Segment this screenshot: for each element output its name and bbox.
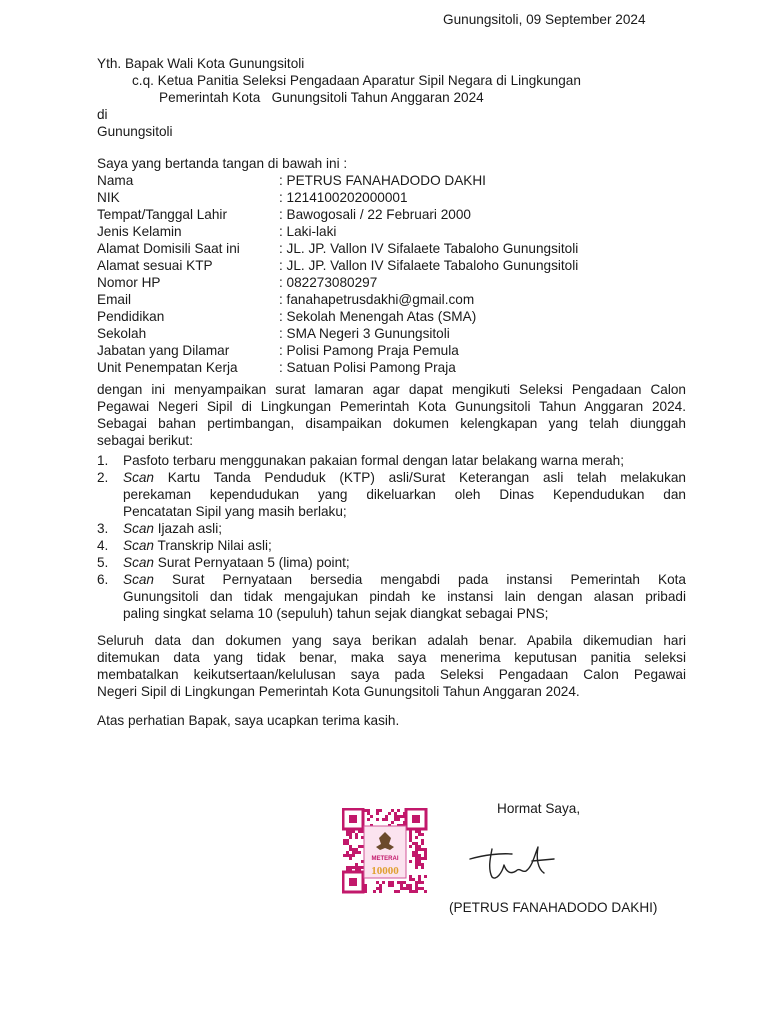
field-label: Tempat/Tanggal Lahir (97, 207, 227, 222)
field-label: Jenis Kelamin (97, 224, 182, 239)
list-item-continuation: paling singkat selama 10 (sepuluh) tahun sejak diangkat sebagai PNS; (123, 606, 549, 621)
field-value: : JL. JP. Vallon IV Sifalaete Tabaloho Gunungsitoli (279, 258, 579, 273)
list-item (123, 572, 686, 587)
field-label: Alamat Domisili Saat ini (97, 241, 240, 256)
stamp-amount: 10000 (371, 865, 399, 877)
field-value: : Satuan Polisi Pamong Praja (279, 360, 456, 375)
field-label: Pendidikan (97, 309, 165, 324)
list-item-continuation: Pencatatan Sipil yang masih berlaku; (123, 504, 347, 519)
field-label: NIK (97, 190, 120, 205)
list-item-continuation: Gunungsitoli dan tidak mengajukan pindah ke instansi lain dengan alasan pribadi (123, 589, 686, 604)
scan-label: Scan (123, 538, 154, 553)
list-number: 5. (97, 555, 109, 570)
paragraph-line: ditemukan data yang tidak benar, maka saya menerima keputusan panitia seleksi (97, 650, 686, 665)
list-item (123, 470, 686, 485)
list-number: 1. (97, 453, 109, 468)
recipient-line-2: c.q. Ketua Panitia Seleksi Pengadaan Aparatur Sipil Negara di Lingkungan (132, 73, 581, 88)
list-item-text: Transkrip Nilai asli; (153, 538, 272, 553)
paragraph-line: Seluruh data dan dokumen yang saya berikan adalah benar. Apabila dikemudian hari (97, 633, 686, 648)
recipient-line-4: di (97, 107, 108, 122)
list-number: 6. (97, 572, 109, 587)
signature (462, 835, 562, 885)
list-item-text: Surat Pernyataan 5 (lima) point; (153, 555, 350, 570)
closing-text: Atas perhatian Bapak, saya ucapkan terima kasih. (97, 713, 400, 728)
paragraph-line: sebagai berikut: (97, 433, 193, 448)
field-label: Nomor HP (97, 275, 161, 290)
qr-code-icon (342, 808, 428, 894)
field-label: Unit Penempatan Kerja (97, 360, 238, 375)
field-label: Jabatan yang Dilamar (97, 343, 230, 358)
field-value: : Sekolah Menengah Atas (SMA) (279, 309, 477, 324)
signer-name: (PETRUS FANAHADODO DAKHI) (449, 900, 658, 915)
paragraph-line: membatalkan keikutsertaan/kelulusan saya pada Seleksi Pengadaan Calon Pegawai (97, 667, 686, 682)
list-item-text: Kartu Tanda Penduduk (KTP) asli/Surat Keterangan asli telah melakukan (153, 470, 686, 485)
field-value: : fanahapetrusdakhi@gmail.com (279, 292, 475, 307)
field-value: : SMA Negeri 3 Gunungsitoli (279, 326, 450, 341)
field-value: : JL. JP. Vallon IV Sifalaete Tabaloho Gunungsitoli (279, 241, 579, 256)
field-label: Nama (97, 173, 134, 188)
field-label: Email (97, 292, 131, 307)
list-item-text: Surat Pernyataan bersedia mengabdi pada instansi Pemerintah Kota (153, 572, 686, 587)
date-place: Gunungsitoli, 09 September 2024 (443, 12, 646, 27)
list-item: Pasfoto terbaru menggunakan pakaian formal dengan latar belakang warna merah; (123, 453, 625, 468)
field-label: Sekolah (97, 326, 147, 341)
stamp-label: METERAI (371, 856, 399, 862)
scan-label: Scan (123, 555, 154, 570)
field-value: : Laki-laki (279, 224, 337, 239)
list-item (123, 521, 222, 536)
intro-text: Saya yang bertanda tangan di bawah ini : (97, 156, 348, 171)
recipient-line-3: Pemerintah Kota Gunungsitoli Tahun Anggaran 2024 (159, 90, 484, 105)
list-item-text: Ijazah asli; (153, 521, 222, 536)
field-value: : 082273080297 (279, 275, 378, 290)
paragraph-line: Pegawai Negeri Sipil di Lingkungan Pemerintah Kota Gunungsitoli Tahun Anggaran 2024. (97, 399, 686, 414)
paragraph-line: Negeri Sipil di Lingkungan Pemerintah Kota Gunungsitoli Tahun Anggaran 2024. (97, 684, 580, 699)
list-number: 2. (97, 470, 109, 485)
scan-label: Scan (123, 572, 154, 587)
field-value: : PETRUS FANAHADODO DAKHI (279, 173, 486, 188)
list-item (123, 538, 272, 553)
scan-label: Scan (123, 470, 154, 485)
regards-text: Hormat Saya, (497, 801, 581, 816)
field-label: Alamat sesuai KTP (97, 258, 213, 273)
list-number: 3. (97, 521, 109, 536)
recipient-line-1: Yth. Bapak Wali Kota Gunungsitoli (97, 56, 305, 71)
list-number: 4. (97, 538, 109, 553)
field-value: : Bawogosali / 22 Februari 2000 (279, 207, 471, 222)
list-item (123, 555, 350, 570)
scan-label: Scan (123, 521, 154, 536)
paragraph-line: dengan ini menyampaikan surat lamaran agar dapat mengikuti Seleksi Pengadaan Calon (97, 382, 686, 397)
field-value: : 1214100202000001 (279, 190, 408, 205)
list-item-continuation: perekaman kependudukan yang dikeluarkan oleh Dinas Kependudukan dan (123, 487, 686, 502)
field-value: : Polisi Pamong Praja Pemula (279, 343, 459, 358)
recipient-line-5: Gunungsitoli (97, 124, 173, 139)
meterai-stamp (342, 808, 428, 894)
paragraph-line: Sebagai bahan pertimbangan, disampaikan dokumen kelengkapan yang telah diunggah (97, 416, 686, 431)
